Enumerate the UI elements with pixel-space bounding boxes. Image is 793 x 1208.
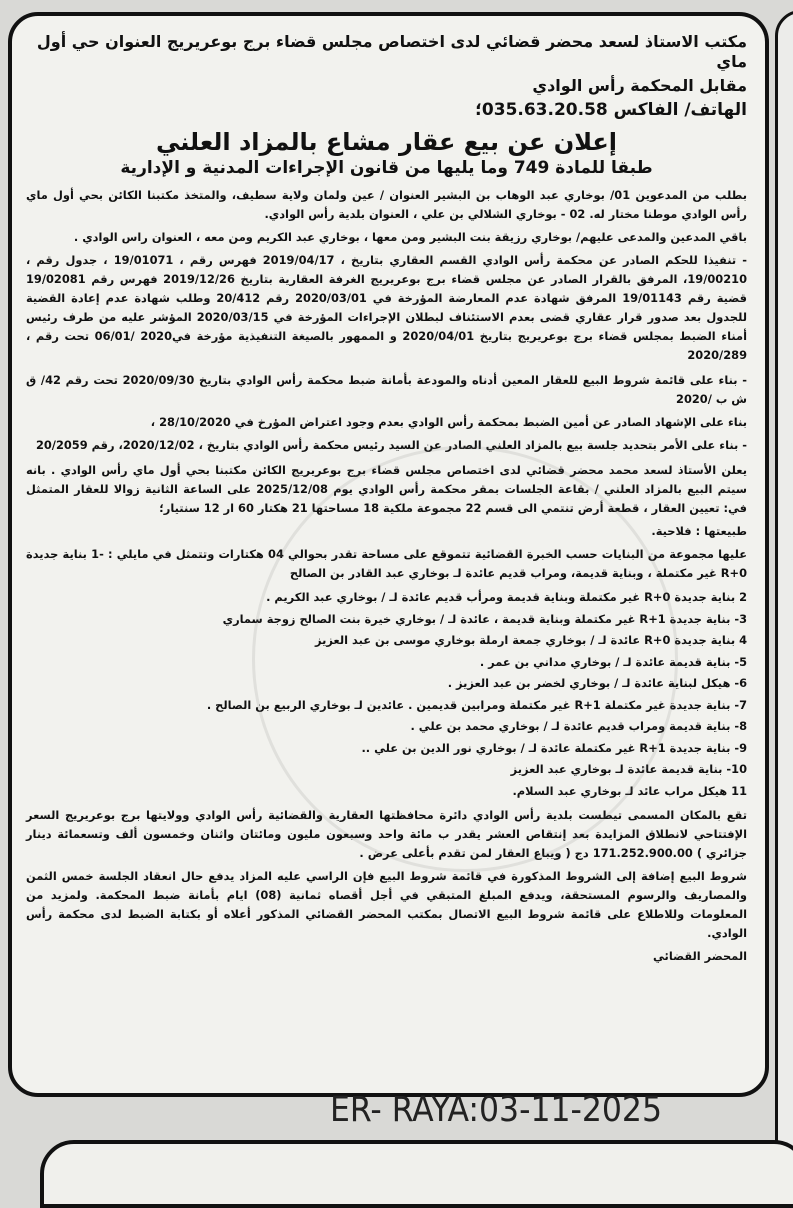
office-address: مقابل المحكمة رأس الوادي	[532, 76, 747, 95]
paragraph-nature: طبيعتها : فلاحية.	[651, 524, 747, 538]
office-phone: الهاتف/ الفاكس 035.63.20.58؛	[475, 100, 747, 120]
paragraph-parties: باقي المدعين والمدعى عليهم/ بوخاري رزيقة بنت البشير ومن معها ، بوخاري عبد الكريم ومن معه ، العنوان راس الوادي .	[73, 230, 747, 244]
paragraph-order: - بناء على الأمر بتحديد جلسة بيع بالمزاد العلني الصادر عن السيد رئيس محكمة رأس الوادي بتاريخ ، 2020/12/02، رقم 20/2059	[35, 438, 747, 452]
paragraph-conditions-list: - بناء على قائمة شروط البيع للعقار المعين أدناه والمودعة بأمانة ضبط محكمة رأس الوادي بتاريخ 2020/09/30 تحت رقم 42/ ق ش ب /2020	[26, 373, 748, 406]
notice-frame	[8, 12, 769, 1097]
list-item: 11 هيكل مراب عائد لـ بوخاري عبد السلام.	[512, 783, 747, 798]
paragraph-announcement: يعلن الأستاذ لسعد محمد محضر قضائي لدى اختصاص مجلس قضاء برج بوعريريج الكائن مكتبنا بحي أول ماي رأس الوادي . بانه سيتم البيع بالمزاد العلني / بقاعة الجلسات بمقر محكمة رأس الوادي يوم 2025/12/08 على الساعة الثانية زوالا للعقار المتمثل في: تعيين العقار ، قطعة أرض تنتمي الى قسم 22 مجموعة ملكية 18 مساحتها 21 هكتار 60 ار 12 سنتيار؛	[26, 463, 748, 515]
paragraph-requesters: بطلب من المدعوين 01/ بوخاري عبد الوهاب بن البشير العنوان / عين ولمان ولاية سطيف، والمتخذ مكتبنا الكائن بحي أول ماي رأس الوادي موطنا مختار له. 02 - بوخاري الشلالي بن علي ، العنوان بلدية رأس الوادي.	[26, 188, 747, 221]
adjacent-column-border	[775, 10, 793, 1176]
list-item: 9- بناية جديدة R+1 غير مكتملة عائدة لـ / بوخاري نور الدين بن علي ..	[361, 740, 747, 755]
paragraph-location-price: تقع بالمكان المسمى تيطست بلدية رأس الوادي دائرة محافظتها العقارية والقضائية رأس الوادي وولايتها برج بوعريريج السعر الإفتتاحي لانطلاق المزايدة بعد إنتقاص العشر يقدر ب مائة واحد وسبعون مليون ومائتان واثنان وخمسون ألف وتسعمائة دينار جزائري ) 171.252.900.00 دج ( ويباع العقار لمن تقدم بأعلى عرض .	[26, 808, 747, 860]
list-item: 8- بناية قديمة ومراب قديم عائدة لـ / بوخاري محمد بن علي .	[410, 719, 747, 733]
next-notice-border	[40, 1140, 793, 1208]
paragraph-attestation: بناء على الإشهاد الصادر عن أمين الضبط بمحكمة رأس الوادي بعدم وجود اعتراض المؤرخ في 28/10/2020 ،	[150, 415, 747, 429]
signature: المحضر القضائي	[653, 949, 747, 963]
list-item: 4 بناية جديدة R+0 عائدة لـ / بوخاري جمعة ارملة بوخاري موسى بن عبد العزيز	[314, 633, 747, 647]
notice-title: إعلان عن بيع عقار مشاع بالمزاد العلني	[155, 128, 618, 156]
paragraph-sale-terms: شروط البيع إضافة إلى الشروط المذكورة في قائمة شروط البيع فإن الراسي عليه المزاد يدفع حال انعقاد الجلسة خمس الثمن والمصاريف والرسوم المستحقة، ويدفع المبلغ المتبقي في أجل أقصاه ثمانية (08) ايام بأمانة ضبط المحكمة. ولمزيد من المعلومات وللاطلاع على قائمة شروط البيع الاتصال بمكتب المحضر القضائي المذكور أعلاه أو بكتابة الضبط لدى محكمة رأس الوادي.	[26, 869, 747, 940]
list-item: 2 بناية جديدة R+0 غير مكتملة وبناية قديمة ومرأب قديم عائدة لـ / بوخاري عبد الكريم .	[266, 590, 747, 604]
office-header: مكتب الاستاذ لسعد محضر قضائي لدى اختصاص مجلس قضاء برج بوعريريج العنوان حي أول ماي	[36, 32, 747, 71]
list-item: 10- بناية قديمة عائدة لـ بوخاري عبد العزيز	[510, 762, 747, 776]
list-item: 6- هيكل لبناية عائدة لـ / بوخاري لخضر بن عبد العزيز .	[447, 676, 747, 690]
list-item: 5- بناية قديمة عائدة لـ / بوخاري مداني بن عمر .	[479, 654, 747, 669]
list-item: 3- بناية جديدة R+1 غير مكتملة وبناية قديمة ، عائدة لـ / بوخاري خيرة بنت الصالح زوجة سماري	[222, 611, 747, 626]
notice-subtitle: طبقا للمادة 749 وما يليها من قانون الإجراءات المدنية و الإدارية	[120, 158, 653, 178]
buildings-list	[26, 587, 747, 802]
paragraph-buildings: عليها مجموعة من البنايات حسب الخبرة القضائية تتموقع على مساحة تقدر بحوالي 04 هكتارات وتتمثل في مايلي : -1 بناية جديدة R+0 غير مكتملة ، وبناية قديمة، ومراب قديم عائدة لـ بوخاري عبد القادر بن الصالح	[26, 547, 748, 580]
list-item: 7- بناية جديدة غير مكتملة R+1 غير مكتملة ومرابين قديمين . عائدين لـ بوخاري الربيع بن الصالح .	[206, 697, 747, 712]
paragraph-judgment: - تنفيذا للحكم الصادر عن محكمة رأس الوادي القسم العقاري بتاريخ ، 2019/04/17 فهرس رقم ، 19/01071 ، جدول رقم ، 19/00210، المرفق بالقرار الصادر عن مجلس قضاء برج بوعريريج الغرفة العقارية بتاريخ 2019/12/26 فهرس رقم 19/02081 قضية رقم 19/01143 المرفق شهادة عدم المعارضة المؤرخة في 2020/03/01 رقم 20/412 وطلب شهادة عدم إعادة القضية للجدول بعد صدور قرار عقاري قضى بعدم الاستئناف لبطلان الإجراءات المؤرخة في 2020/03/15 المؤشر عليه من طرف رئيس أمناء الضبط بمجلس قضاء برج بوعريريج بتاريخ 2020/04/01 و الممهور بالصيغة التنفيذية مؤرخة في2020 /06/01 تحت رقم ، 2020/289	[26, 253, 747, 362]
publication-stamp: ER- RAYA:03-11-2025	[330, 1090, 662, 1130]
notice-content	[12, 16, 765, 963]
